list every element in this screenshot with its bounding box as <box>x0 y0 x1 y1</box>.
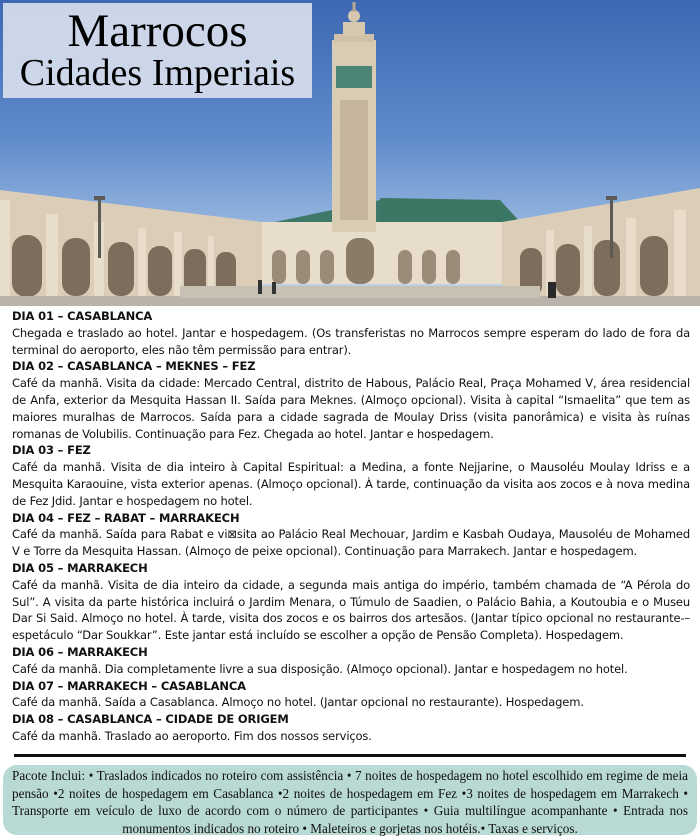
day-03 <box>12 442 690 509</box>
day-title: DIA 02 – CASABLANCA – MEKNES – FEZ <box>12 359 256 374</box>
day-description: Café da manhã. Visita de dia inteiro à Capital Espiritual: a Medina, a fonte Nejjarine, o Mausoléu Moulay Idriss e a Mesquita Karaouine, vista exterior apenas. (Almoço opcional). À tarde, continuação da visita aos zocos e à nova medina de Fez Jdid. Jantar e hospedagem no hotel. <box>12 460 690 508</box>
day-title: DIA 05 – MARRAKECH <box>12 560 148 575</box>
day-description: Café da manhã. Dia completamente livre a sua disposição. (Almoço opcional). Jantar e hospedagem no hotel. <box>12 661 628 676</box>
day-title: DIA 07 – MARRAKECH – CASABLANCA <box>12 678 246 693</box>
divider <box>14 754 686 757</box>
day-08 <box>12 711 690 745</box>
page-subtitle: Cidades Imperiais <box>19 52 296 94</box>
day-description: Café da manhã. Saída para Rabat e vi⊠sita ao Palácio Real Mechouar, Jardim e Kasbah Oudaya, Mausoléu de Mohamed V e Torre da Mesquita Hassan. (Almoço de peixe opcional). Continuação para Marrakech. Jantar e hospedagem. <box>12 527 690 559</box>
day-title: DIA 03 – FEZ <box>12 443 91 458</box>
day-07 <box>12 678 690 712</box>
day-description: Chegada e traslado ao hotel. Jantar e hospedagem. (Os transferistas no Marrocos sempre esperam do lado de fora da terminal do aeroporto, eles não têm permissão para entrar). <box>12 325 690 357</box>
day-title: DIA 04 – FEZ – RABAT – MARRAKECH <box>12 510 240 525</box>
day-02 <box>12 358 690 442</box>
day-06 <box>12 644 690 678</box>
day-01 <box>12 308 690 358</box>
day-05 <box>12 560 690 644</box>
package-includes-text: Pacote Inclui: • Traslados indicados no roteiro com assistência • 7 noites de hospedagem no hotel escolhido em regime de meia pensão •2 noites de hospedagem em Casablanca •2 noites de hospedagem em Fez •3 noites de hospedagem em Marrakech • Transporte em veículo de luxo de acordo com o número de participantes • Guia multilíngue acompanhante • Entrada nos monumentos indicados no roteiro • Maleteiros e gorjetas nos hotéis.• Taxas e serviços. <box>12 768 688 836</box>
day-description: Café da manhã. Saída a Casablanca. Almoço no hotel. (Jantar opcional no restaurante). Hospedagem. <box>12 695 584 710</box>
day-description: Café da manhã. Visita da cidade: Mercado Central, distrito de Habous, Palácio Real, Praça Mohamed V, área residencial de Anfa, exterior da Mesquita Hassan II. Saída para Meknes. (Almoço opcional). Visita à capital “Ismaelita” que tem as maiores muralhas de Marrocos. Saída para a cidade sagrada de Moulay Driss (visita panorâmica) e visita às ruínas romanas de Volubilis. Continuação para Fez. Chegada ao hotel. Jantar e hospedagem. <box>12 376 690 441</box>
day-title: DIA 01 – CASABLANCA <box>12 309 153 323</box>
day-description: Café da manhã. Visita de dia inteiro da cidade, a segunda mais antiga do império, também chamada de “A Pérola do Sul”. A visita da parte histórica incluirá o Jardim Menara, o Túmulo de Saadien, o Palácio Bahia, a Koutoubia e o Museu Dar Si Said. Almoço no hotel. À tarde, visita dos zocos e os bairros dos artesãos. (Jantar típico opcional no restaurante-–espetáculo “Dar Soukkar”. Este jantar está incluído se escolher a opção de Pensão Completa). Hospedagem. <box>12 577 690 643</box>
day-title: DIA 08 – CASABLANCA – CIDADE DE ORIGEM <box>12 712 289 727</box>
itinerary <box>12 308 690 745</box>
page-title: Marrocos <box>67 5 248 57</box>
day-description: Café da manhã. Traslado ao aeroporto. Fim dos nossos serviços. <box>12 728 372 743</box>
day-title: DIA 06 – MARRAKECH <box>12 644 148 659</box>
day-04 <box>12 510 690 560</box>
title-box <box>3 3 312 98</box>
package-includes-box <box>3 765 697 835</box>
hero-photo <box>0 0 700 306</box>
